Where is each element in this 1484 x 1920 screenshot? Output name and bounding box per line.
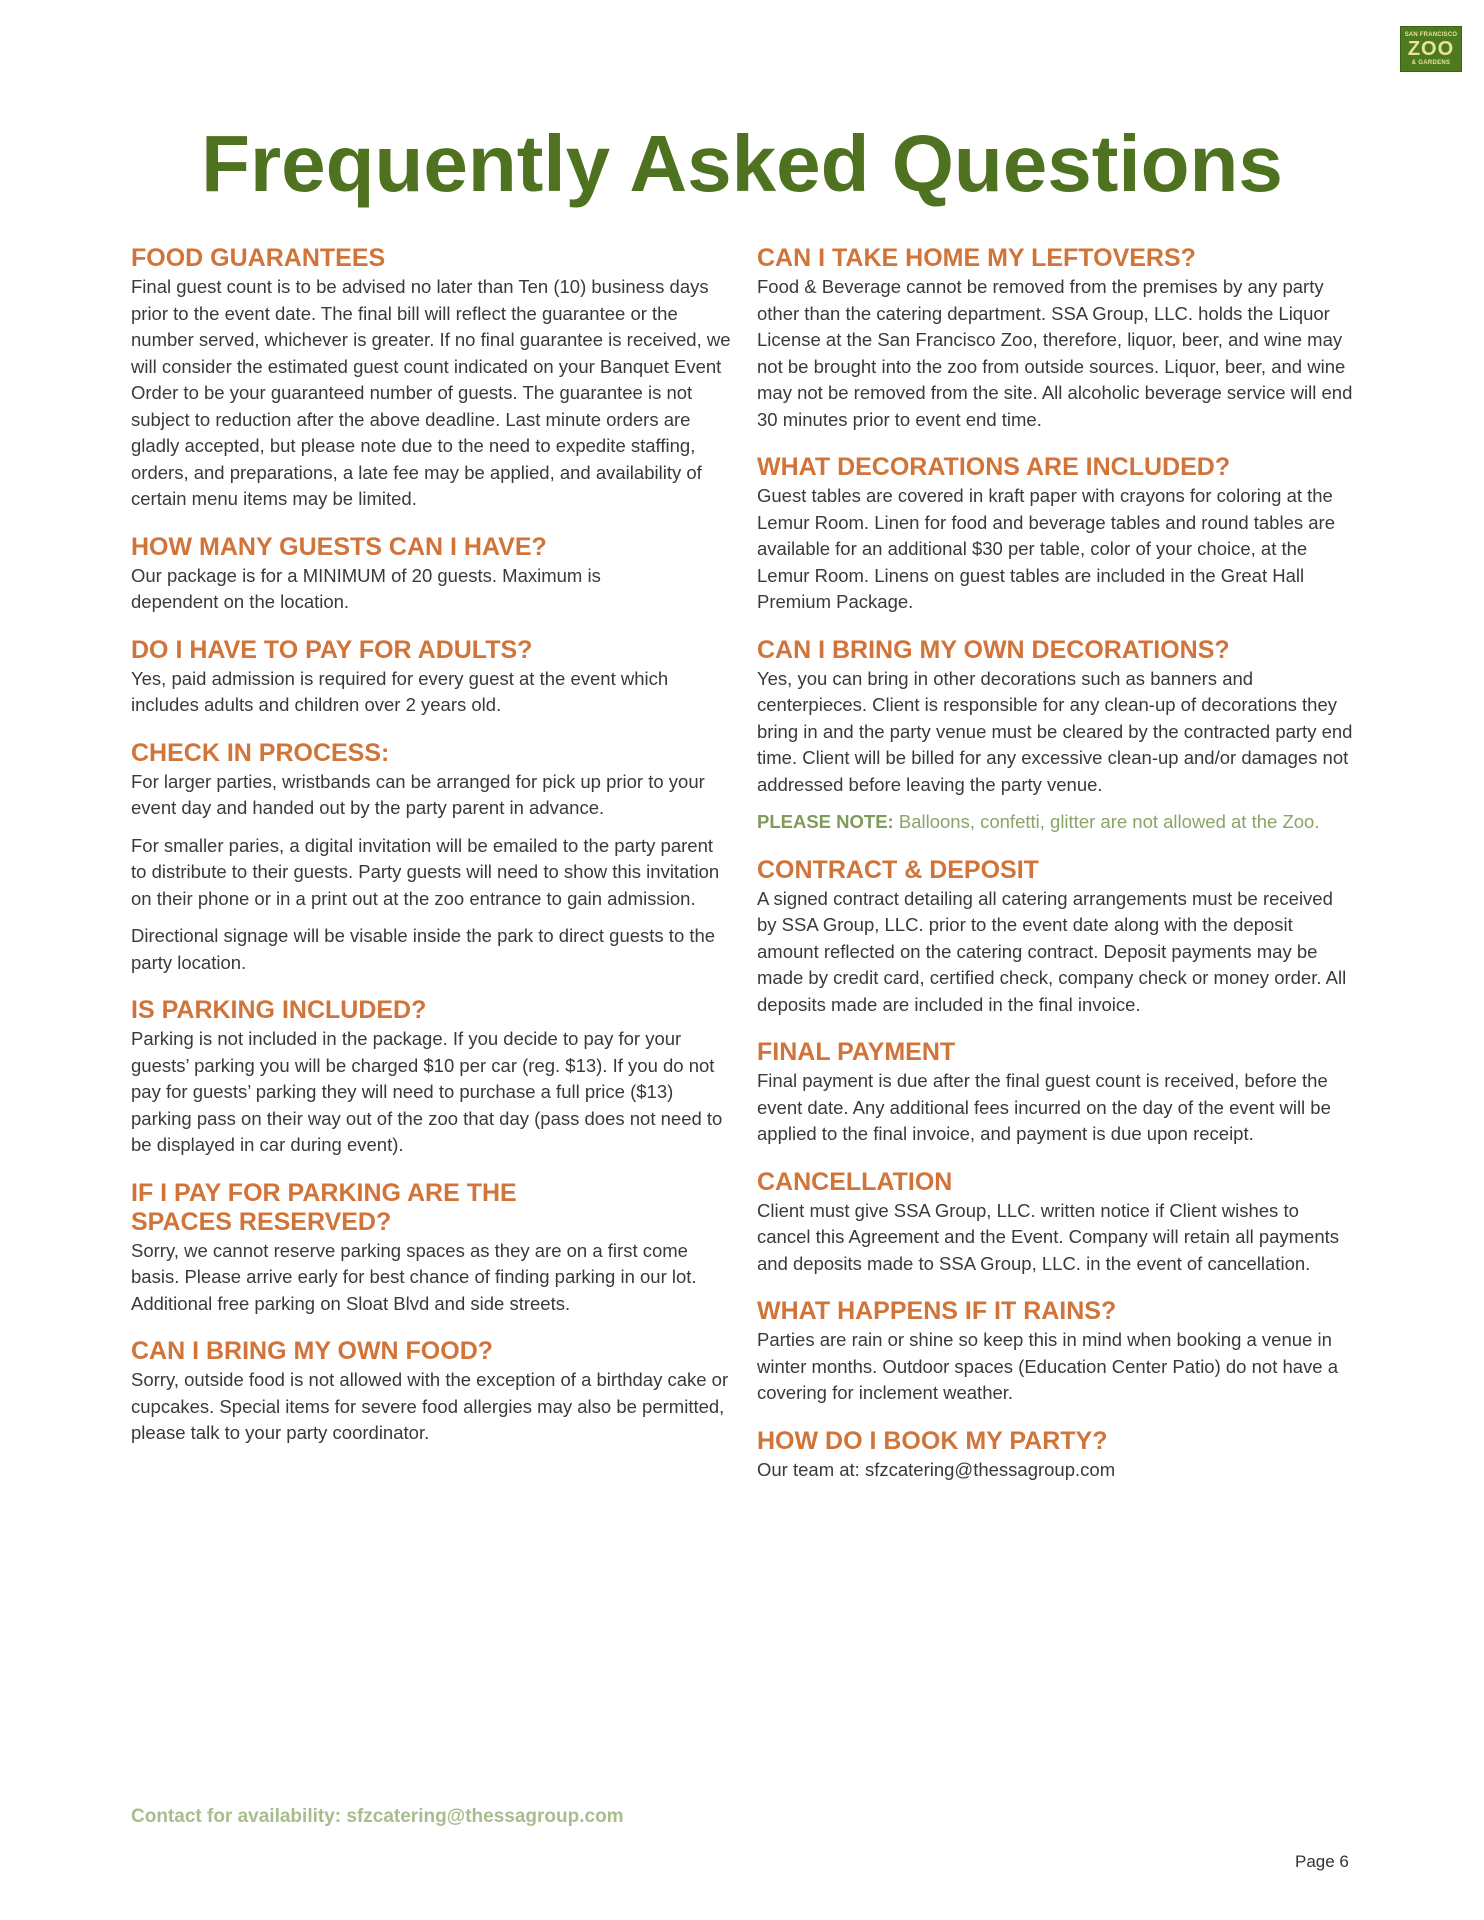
faq-question: HOW MANY GUESTS CAN I HAVE? xyxy=(131,532,547,561)
faq-question: HOW DO I BOOK MY PARTY? xyxy=(757,1426,1108,1455)
sf-zoo-logo xyxy=(1400,26,1462,72)
faq-question: IF I PAY FOR PARKING ARE THE SPACES RESERVED? xyxy=(131,1178,517,1236)
faq-answer: Directional signage will be visable inside the park to direct guests to the party location. xyxy=(131,925,716,973)
logo-line-1: SAN FRANCISCO xyxy=(1404,32,1458,38)
faq-rain xyxy=(757,1297,1357,1407)
footer-contact: Contact for availability: sfzcatering@thessagroup.com xyxy=(131,1806,624,1827)
faq-parking-reserved xyxy=(131,1179,731,1318)
faq-contract-deposit xyxy=(757,856,1357,1019)
faq-question: WHAT DECORATIONS ARE INCLUDED? xyxy=(757,453,1231,481)
logo-line-3: & GARDENS xyxy=(1411,60,1451,66)
faq-answer: Final guest count is to be advised no later than Ten (10) business days prior to the event date. The final bill will reflect the guarantee or the number served, whichever is greater. If no final guarantee is received, we will consider the estimated guest count indicated on your Banquet Event Order to be your guaranteed number of guests. The guarantee is not subject to reduction after the above deadline. Last minute orders are gladly accepted, but please note due to the need to expedite staffing, orders, and preparations, a late fee may be applied, and availability of certain menu items may be limited. xyxy=(131,276,731,509)
faq-answer: Sorry, we cannot reserve parking spaces as they are on a first come basis. Please arrive early for best chance of finding parking in our lot. Additional free parking on Sloat Blvd and side streets. xyxy=(131,1239,697,1314)
faq-parking-included xyxy=(131,996,731,1159)
faq-check-in-process xyxy=(131,739,731,977)
faq-question: CHECK IN PROCESS: xyxy=(131,738,390,767)
please-note xyxy=(757,809,1357,836)
faq-final-payment xyxy=(757,1038,1357,1148)
page-number: Page 6 xyxy=(1295,1852,1349,1871)
faq-answer: Client must give SSA Group, LLC. written notice if Client wishes to cancel this Agreement and the Event. Company will retain all payments and deposits made to SSA Group, LLC. in the event of cancellation. xyxy=(757,1199,1340,1274)
faq-question: FINAL PAYMENT xyxy=(757,1038,956,1066)
faq-book-party xyxy=(757,1427,1357,1484)
logo-line-2: ZOO xyxy=(1407,38,1455,60)
faq-question: WHAT HAPPENS IF IT RAINS? xyxy=(757,1297,1117,1325)
faq-answer: Yes, paid admission is required for every guest at the event which includes adults and children over 2 years old. xyxy=(131,667,669,715)
faq-question: IS PARKING INCLUDED? xyxy=(131,996,427,1024)
faq-answer: Guest tables are covered in kraft paper with crayons for coloring at the Lemur Room. Linen for food and beverage tables and round tables are available for an additional $30 per table, color of your choice, at the Lemur Room. Linens on guest tables are included in the Great Hall Premium Package. xyxy=(757,485,1335,612)
faq-own-decorations xyxy=(757,636,1357,836)
please-note-label: PLEASE NOTE: xyxy=(757,811,894,832)
faq-question: CAN I TAKE HOME MY LEFTOVERS? xyxy=(757,244,1196,272)
faq-answer: For larger parties, wristbands can be arranged for pick up prior to your event day and handed out by the party parent in advance. xyxy=(131,770,705,818)
faq-leftovers xyxy=(757,244,1357,433)
faq-answer: Yes, you can bring in other decorations such as banners and centerpieces. Client is responsible for any clean-up of decorations they bring in and the party venue must be cleared by the contracted party end time. Client will be billed for any excessive clean-up and/or damages not addressed before leaving the party venue. xyxy=(757,667,1353,795)
faq-answer: Sorry, outside food is not allowed with the exception of a birthday cake or cupcakes. Special items for severe food allergies may also be permitted, please talk to your party coordinator. xyxy=(131,1369,729,1443)
faq-cancellation xyxy=(757,1168,1357,1278)
page-title: Frequently Asked Questions xyxy=(201,119,1283,208)
faq-answer: Final payment is due after the final guest count is received, before the event date. Any additional fees incurred on the day of the event will be applied to the final invoice, and payment is due upon receipt. xyxy=(757,1070,1331,1144)
faq-question: CAN I BRING MY OWN DECORATIONS? xyxy=(757,635,1230,664)
faq-question: CONTRACT & DEPOSIT xyxy=(757,855,1039,884)
faq-decorations-included xyxy=(757,453,1357,616)
faq-answer: For smaller paries, a digital invitation will be emailed to the party parent to distribute to their guests. Party guests will need to show this invitation on their phone or in a print out at the zoo entrance to gain admission. xyxy=(131,834,720,909)
faq-left-column xyxy=(131,244,731,1467)
faq-answer: Parking is not included in the package. If you decide to pay for your guests’ parking you will be charged $10 per car (reg. $13). If you do not pay for guests’ parking they will need to purchase a full price ($13) parking pass on their way out of the zoo that day (pass does not need to be displayed in car during event). xyxy=(131,1028,723,1155)
faq-question: CAN I BRING MY OWN FOOD? xyxy=(131,1337,494,1365)
please-note-text: Balloons, confetti, glitter are not allowed at the Zoo. xyxy=(893,811,1320,832)
faq-food-guarantees xyxy=(131,244,731,513)
faq-question: DO I HAVE TO PAY FOR ADULTS? xyxy=(131,635,533,664)
faq-pay-for-adults xyxy=(131,636,731,719)
faq-answer: Parties are rain or shine so keep this in mind when booking a venue in winter months. Outdoor spaces (Education Center Patio) do not have a covering for inclement weather. xyxy=(757,1329,1339,1403)
faq-how-many-guests xyxy=(131,533,731,616)
faq-question: FOOD GUARANTEES xyxy=(131,244,386,272)
faq-question: CANCELLATION xyxy=(757,1167,953,1196)
faq-answer: A signed contract detailing all catering arrangements must be received by SSA Group, LLC. prior to the event date along with the deposit amount reflected on the catering contract. Deposit payments may be made by credit card, certified check, company check or money order. All deposits made are included in the final invoice. xyxy=(757,887,1347,1015)
faq-answer: Food & Beverage cannot be removed from the premises by any party other than the catering department. SSA Group, LLC. holds the Liquor License at the San Francisco Zoo, therefore, liquor, beer, and wine may not be brought into the zoo from outside sources. Liquor, beer, and wine may not be removed from the site. All alcoholic beverage service will end 30 minutes prior to event end time. xyxy=(757,276,1353,430)
faq-right-column xyxy=(757,244,1357,1503)
faq-bring-own-food xyxy=(131,1337,731,1447)
faq-answer: Our team at: sfzcatering@thessagroup.com xyxy=(757,1458,1116,1480)
faq-answer: Our package is for a MINIMUM of 20 guests. Maximum is dependent on the location. xyxy=(131,564,601,612)
